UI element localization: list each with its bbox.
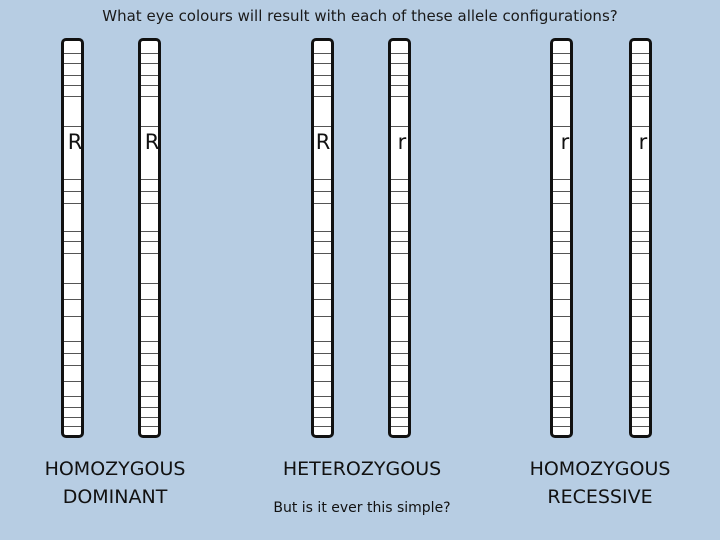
- chromosome-band: [314, 381, 331, 382]
- chromosome-band: [391, 241, 408, 242]
- chromosome-band: [553, 341, 570, 342]
- chromosome-band: [141, 341, 158, 342]
- chromosome-band: [64, 203, 81, 204]
- chromosome-band: [64, 75, 81, 76]
- chromosome-band: [553, 396, 570, 397]
- chromosome-band: [314, 316, 331, 317]
- chromosome-band: [632, 96, 649, 97]
- chromosome-band: [64, 126, 81, 127]
- chromosome-band: [64, 96, 81, 97]
- chromosome-band: [141, 203, 158, 204]
- chromosome-band: [632, 203, 649, 204]
- chromosome-band: [632, 426, 649, 427]
- chromosome-band: [141, 126, 158, 127]
- chromosome-band: [553, 299, 570, 300]
- chromosome-band: [632, 191, 649, 192]
- chromosome-band: [141, 179, 158, 180]
- allele-3a: r: [560, 130, 570, 154]
- chromosome-band: [314, 417, 331, 418]
- chromosome-band: [553, 253, 570, 254]
- chromosome-band: [64, 316, 81, 317]
- chromosome-band: [141, 191, 158, 192]
- chromosome-band: [314, 126, 331, 127]
- chromosome-band: [391, 191, 408, 192]
- chromosome-band: [141, 53, 158, 54]
- chromosome-band: [141, 407, 158, 408]
- chromosome-band: [64, 191, 81, 192]
- chromosome-band: [391, 407, 408, 408]
- label-line-1: HOMOZYGOUS: [44, 458, 186, 480]
- chromosome-3a: [550, 38, 573, 438]
- chromosome-band: [391, 341, 408, 342]
- chromosome-band: [314, 179, 331, 180]
- chromosome-band: [64, 426, 81, 427]
- chromosome-band: [553, 191, 570, 192]
- chromosome-band: [314, 203, 331, 204]
- chromosome-band: [141, 426, 158, 427]
- chromosome-band: [314, 241, 331, 242]
- chromosome-band: [391, 96, 408, 97]
- chromosome-band: [64, 283, 81, 284]
- chromosome-band: [391, 85, 408, 86]
- chromosome-band: [64, 231, 81, 232]
- chromosome-band: [64, 407, 81, 408]
- chromosome-band: [391, 299, 408, 300]
- label-homozygous-recessive: [500, 455, 700, 511]
- chromosome-band: [632, 417, 649, 418]
- chromosome-band: [553, 63, 570, 64]
- chromosome-band: [141, 316, 158, 317]
- chromosome-band: [553, 426, 570, 427]
- allele-1a: R: [67, 130, 83, 154]
- chromosome-band: [391, 53, 408, 54]
- chromosome-band: [391, 365, 408, 366]
- chromosome-band: [632, 353, 649, 354]
- chromosome-band: [64, 417, 81, 418]
- chromosome-band: [64, 365, 81, 366]
- chromosome-band: [553, 203, 570, 204]
- chromosome-band: [391, 203, 408, 204]
- chromosome-band: [314, 96, 331, 97]
- chromosome-band: [141, 253, 158, 254]
- chromosome-band: [632, 381, 649, 382]
- chromosome-band: [314, 75, 331, 76]
- label-line-2: RECESSIVE: [547, 486, 653, 508]
- chromosome-band: [632, 407, 649, 408]
- chromosome-band: [141, 381, 158, 382]
- chromosome-band: [141, 231, 158, 232]
- chromosome-band: [391, 179, 408, 180]
- chromosome-band: [391, 63, 408, 64]
- chromosome-band: [64, 353, 81, 354]
- chromosome-band: [391, 316, 408, 317]
- chromosome-band: [141, 299, 158, 300]
- chromosome-band: [632, 179, 649, 180]
- chromosome-band: [553, 96, 570, 97]
- chromosome-band: [632, 299, 649, 300]
- chromosome-band: [632, 316, 649, 317]
- chromosome-band: [64, 179, 81, 180]
- chromosome-band: [141, 396, 158, 397]
- chromosome-band: [141, 365, 158, 366]
- question-note: But is it ever this simple?: [273, 500, 451, 516]
- chromosome-band: [632, 341, 649, 342]
- chromosome-band: [632, 253, 649, 254]
- chromosome-band: [553, 417, 570, 418]
- chromosome-band: [141, 85, 158, 86]
- chromosome-band: [141, 417, 158, 418]
- chromosome-band: [391, 381, 408, 382]
- chromosome-band: [553, 85, 570, 86]
- chromosome-band: [391, 75, 408, 76]
- chromosome-band: [391, 253, 408, 254]
- chromosome-band: [553, 316, 570, 317]
- chromosome-2b: [388, 38, 411, 438]
- chromosome-band: [632, 396, 649, 397]
- chromosome-band: [632, 75, 649, 76]
- chromosome-band: [64, 341, 81, 342]
- chromosome-band: [314, 426, 331, 427]
- chromosome-band: [632, 231, 649, 232]
- allele-3b: r: [638, 130, 648, 154]
- chromosome-band: [553, 179, 570, 180]
- chromosome-band: [64, 241, 81, 242]
- chromosome-band: [64, 299, 81, 300]
- chromosome-band: [391, 231, 408, 232]
- label-line-1: HOMOZYGOUS: [529, 458, 671, 480]
- chromosome-band: [391, 283, 408, 284]
- chromosome-band: [314, 365, 331, 366]
- chromosome-band: [141, 96, 158, 97]
- chromosome-band: [632, 283, 649, 284]
- chromosome-band: [314, 191, 331, 192]
- chromosome-band: [553, 75, 570, 76]
- chromosome-band: [632, 53, 649, 54]
- chromosome-band: [314, 231, 331, 232]
- chromosome-band: [632, 365, 649, 366]
- allele-1b: R: [144, 130, 160, 154]
- chromosome-band: [314, 299, 331, 300]
- chromosome-band: [553, 283, 570, 284]
- chromosome-band: [314, 407, 331, 408]
- chromosome-band: [553, 126, 570, 127]
- chromosome-2a: [311, 38, 334, 438]
- chromosome-band: [553, 353, 570, 354]
- chromosome-band: [141, 63, 158, 64]
- chromosome-band: [141, 75, 158, 76]
- chromosome-band: [64, 396, 81, 397]
- chromosome-band: [141, 241, 158, 242]
- chromosome-band: [553, 241, 570, 242]
- chromosome-band: [391, 426, 408, 427]
- chromosome-band: [64, 85, 81, 86]
- chromosome-band: [391, 353, 408, 354]
- chromosome-band: [553, 53, 570, 54]
- chromosome-band: [632, 241, 649, 242]
- chromosome-band: [632, 63, 649, 64]
- chromosome-band: [64, 63, 81, 64]
- chromosome-band: [64, 53, 81, 54]
- chromosome-band: [141, 353, 158, 354]
- chromosome-band: [391, 396, 408, 397]
- chromosome-band: [64, 253, 81, 254]
- chromosome-band: [141, 283, 158, 284]
- chromosome-band: [314, 85, 331, 86]
- chromosome-band: [314, 63, 331, 64]
- chromosome-1b: [138, 38, 161, 438]
- chromosome-band: [391, 126, 408, 127]
- label-homozygous-dominant: [15, 455, 215, 511]
- chromosome-band: [314, 283, 331, 284]
- chromosome-band: [314, 396, 331, 397]
- chromosome-band: [64, 381, 81, 382]
- chromosome-band: [632, 126, 649, 127]
- allele-2a: R: [315, 130, 331, 154]
- chromosome-band: [391, 417, 408, 418]
- chromosome-band: [314, 253, 331, 254]
- chromosome-band: [553, 231, 570, 232]
- allele-2b: r: [397, 130, 407, 154]
- chromosome-1a: [61, 38, 84, 438]
- chromosome-band: [314, 53, 331, 54]
- chromosome-band: [553, 381, 570, 382]
- chromosome-band: [314, 353, 331, 354]
- chromosome-band: [314, 341, 331, 342]
- chromosome-band: [632, 85, 649, 86]
- chromosome-band: [553, 365, 570, 366]
- chromosome-band: [553, 407, 570, 408]
- label-heterozygous: [262, 455, 462, 483]
- chromosome-3b: [629, 38, 652, 438]
- slide-title: What eye colours will result with each of these allele configurations?: [102, 7, 618, 25]
- label-line-2: DOMINANT: [62, 486, 168, 508]
- label-line-1: HETEROZYGOUS: [282, 458, 442, 480]
